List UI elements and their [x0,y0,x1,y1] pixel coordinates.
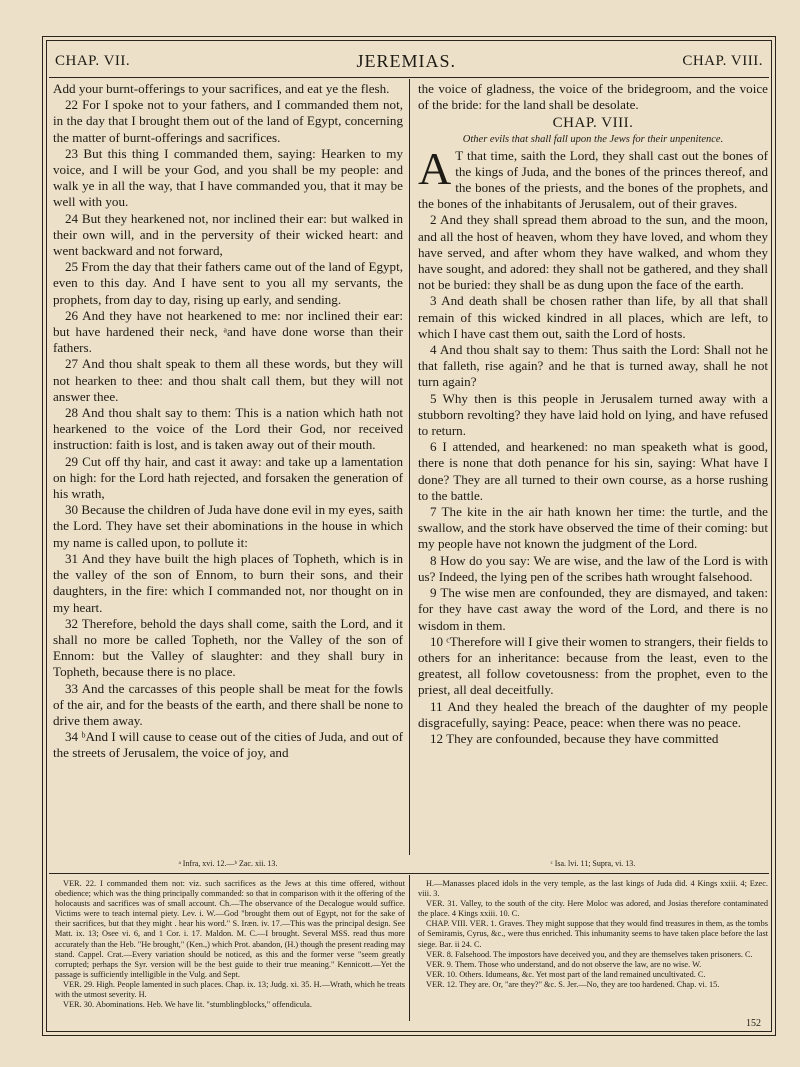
verse: 30 Because the children of Juda have done evil in my eyes, saith the Lord. They have set their abominations in the house in which my name is called upon, to pollute it: [53,502,403,550]
note: VER. 10. Others. Idumeans, &c. Yet most part of the land remained uncultivated. C. [426,969,706,979]
footnote-references-left: ᵃ Infra, xvi. 12.—ᵇ Zac. xii. 13. [178,859,278,868]
note: VER. 29. High. People lamented in such places. Chap. ix. 13; Judg. xi. 35. H.—Wrath, which he treats with the utmost severity. H. [55,979,405,1000]
verse-continuation: the voice of gladness, the voice of the bridegroom, and the voice of the bride: for the land shall be desolate. [418,81,768,113]
first-verse-text: T that time, saith the Lord, they shall cast out the bones of the kings of Juda, and the bones of the princes thereof, and the bones of the priests, and the bones of the prophets, and the bones of the inhabitants of Jerusalem, out of their graves. [418,147,768,212]
commentary-right [418,879,768,990]
verse: 6 I attended, and hearkened: no man speaketh what is good, there is none that doth penance for his sin, saying: What have I done? They are all turned to their own course, as a horse rushing to the battle. [418,439,768,503]
running-header [55,45,763,77]
verse: 26 And they have not hearkened to me: nor inclined their ear: but have hardened their neck, ᵃand have done worse than their fathers. [53,307,403,356]
column-rule [409,79,410,855]
notes-column-rule [409,875,410,1021]
verse: 8 How do you say: We are wise, and the law of the Lord is with us? Indeed, the lying pen of the scribes hath wrought falsehood. [418,552,768,584]
verse: 27 And thou shalt speak to them all these words, but they will not hearken to thee: and thou shalt call them, but they will not answer thee. [53,356,403,404]
note: VER. 12. They are. Or, "are they?" &c. S. Jer.—No, they are too hardened. Chap. vi. 15. [426,979,720,989]
verse: 7 The kite in the air hath known her time: the turtle, and the swallow, and the stork have observed the time of their coming: but my people have not known the judgment of the Lord. [418,504,768,552]
page-frame [42,36,776,1036]
header-right: CHAP. VIII. [682,52,763,69]
verse: 12 They are confounded, because they have committed [430,730,719,746]
chapter-title: CHAP. VIII. [552,115,634,132]
left-text-column [53,81,403,762]
verse: 28 And thou shalt say to them: This is a nation which hath not hearkened to the voice of the Lord their God, nor received instruction: faith is lost, and is taken away out of their mouth. [53,405,403,453]
notes-rule [49,873,769,874]
verse: 32 Therefore, behold the days shall come, saith the Lord, and it shall no more be called Topheth, nor the Valley of the son of Ennom: but the Valley of slaughter: and they shall bury in Topheth, because there is no place. [53,615,403,680]
verse: 10 ᶜTherefore will I give their women to strangers, their fields to others for an inheritance: because from the least, even to the greatest, all follow covetousness: from the prophet, even to the priest, all deal deceitfully. [418,633,768,698]
verse: 29 Cut off thy hair, and cast it away: and take up a lamentation on high: for the Lord hath rejected, and forsaken the generation of his wrath, [53,453,403,502]
first-verse [418,142,768,213]
verse: 25 From the day that their fathers came out of the land of Egypt, even to this day. And I have sent to you all my servants, the prophets, from day to day, rising up early, and sending. [53,259,403,307]
note: CHAP. VIII. VER. 1. Graves. They might suppose that they would find treasures in them, as the tombs of Semiramis, Cyrus, &c., were thus enriched. This inhumanity seems to have taken place before the last siege. Bar. ii 24. C. [418,919,768,949]
verse: 5 Why then is this people in Jerusalem turned away with a stubborn revolting? they have laid hold on lying, and have refused to return. [418,390,768,439]
verse: 3 And death shall be chosen rather than life, by all that shall remain of this wicked kindred in all places, which are left, to which I have cast them out, saith the Lord of hosts. [418,293,768,341]
verse: 34 ᵇAnd I will cause to cease out of the cities of Juda, and out of the streets of Jerusalem, the voice of joy, and [53,729,403,761]
verse: 4 And thou shalt say to them: Thus saith the Lord: Shall not he that falleth, rise again? and he that is turned away, shall he not turn again? [418,342,768,390]
commentary-left [55,879,405,1010]
verse: 11 And they healed the breach of the daughter of my people disgracefully, saying: Peace, peace: when there was no peace. [418,698,768,730]
verse: 22 For I spoke not to your fathers, and I commanded them not, in the day that I brought them out of the land of Egypt, concerning the matter of burnt-offerings and sacrifices. [53,97,403,145]
chapter-summary: Other evils that shall fall upon the Jews for their unpenitence. [462,133,724,145]
verse: Add your burnt-offerings to your sacrifices, and eat ye the flesh. [53,81,390,96]
header-rule [49,77,769,78]
note: H.—Manasses placed idols in the very temple, as the last kings of Juda did. 4 Kings xxiii. 4; Ezec. viii. 3. [418,879,768,899]
header-left: CHAP. VII. [55,52,131,69]
verse: 9 The wise men are confounded, they are dismayed, and taken: for they have cast away the word of the Lord, and there is no wisdom in them. [418,585,768,633]
page-number: 152 [746,1018,761,1029]
verse: 23 But this thing I commanded them, saying: Hearken to my voice, and I will be your God, and you shall be my people: and walk ye in all the way, that I have commanded you, that it may be well with you. [53,145,403,210]
drop-cap: A [418,142,452,194]
note: VER. 8. Falsehood. The impostors have deceived you, and they are themselves taken prisoners. C. [426,949,753,959]
note: VER. 9. Them. Those who understand, and do not observe the law, are no wise. W. [426,959,702,969]
footnote-references-right: ᶜ Isa. lvi. 11; Supra, vi. 13. [550,859,636,868]
verse: 24 But they hearkened not, nor inclined their ear: but walked in their own will, and in the perversity of their wicked heart: and went backward and not forward, [53,210,403,259]
note: VER. 31. Valley, to the south of the city. Here Moloc was adored, and Josias therefore contaminated the place. 4 Kings xxiii. 10. C. [418,899,768,919]
header-title: JEREMIAS. [356,50,456,71]
verse: 33 And the carcasses of this people shall be meat for the fowls of the air, and for the beasts of the earth, and there shall be none to drive them away. [53,680,403,728]
right-text-column [418,81,768,747]
note: VER. 30. Abominations. Heb. We have lit. "stumblingblocks," offendicula. [63,1000,312,1010]
verse: 31 And they have built the high places of Topheth, which is in the valley of the son of Ennom, to burn their sons, and their daughters, in the fire: which I commanded not, nor thought on in my heart. [53,550,403,615]
verse: 2 And they shall spread them abroad to the sun, and the moon, and all the host of heaven, whom they have loved, and whom they have served, and after whom they have walked, and whom they have sought, and adored: they shall not be gathered, and they shall not be buried: they shall be as dung upon the face of the earth. [418,212,768,293]
note: VER. 22. I commanded them not: viz. such sacrifices as the Jews at this time offered, without obedience; which was the thing principally commanded: so that in comparison with it the offering of the holocausts and sacrifices was of small account. Ch.—The observance of the Decalogue would suffice. Victims were to teach internal piety. Lev. i. W.—God "brought them out of Egypt, not for the sake of their sacrifices, but that they might . hear his word." S. Iræn. iv. 17.—This was the principal design. See Matt. ix. 13; Osee vi. 6, and 1 Cor. i. 17. Maldon. M. C.—I brought. Several MSS. read thus more accurately than the Heb. "He brought," (Ken.,) which Prot. abandon, (H.) though the present reading may stand. Cappel. Crat.—Every variation should be noticed, as this and the former verse "seem greatly corrupted; perhaps the Syr. version will be the best guide to their true meaning." Kennicott.—Yet the passage is sufficiently intelligible in the Vulg. and Sept. [55,879,405,979]
